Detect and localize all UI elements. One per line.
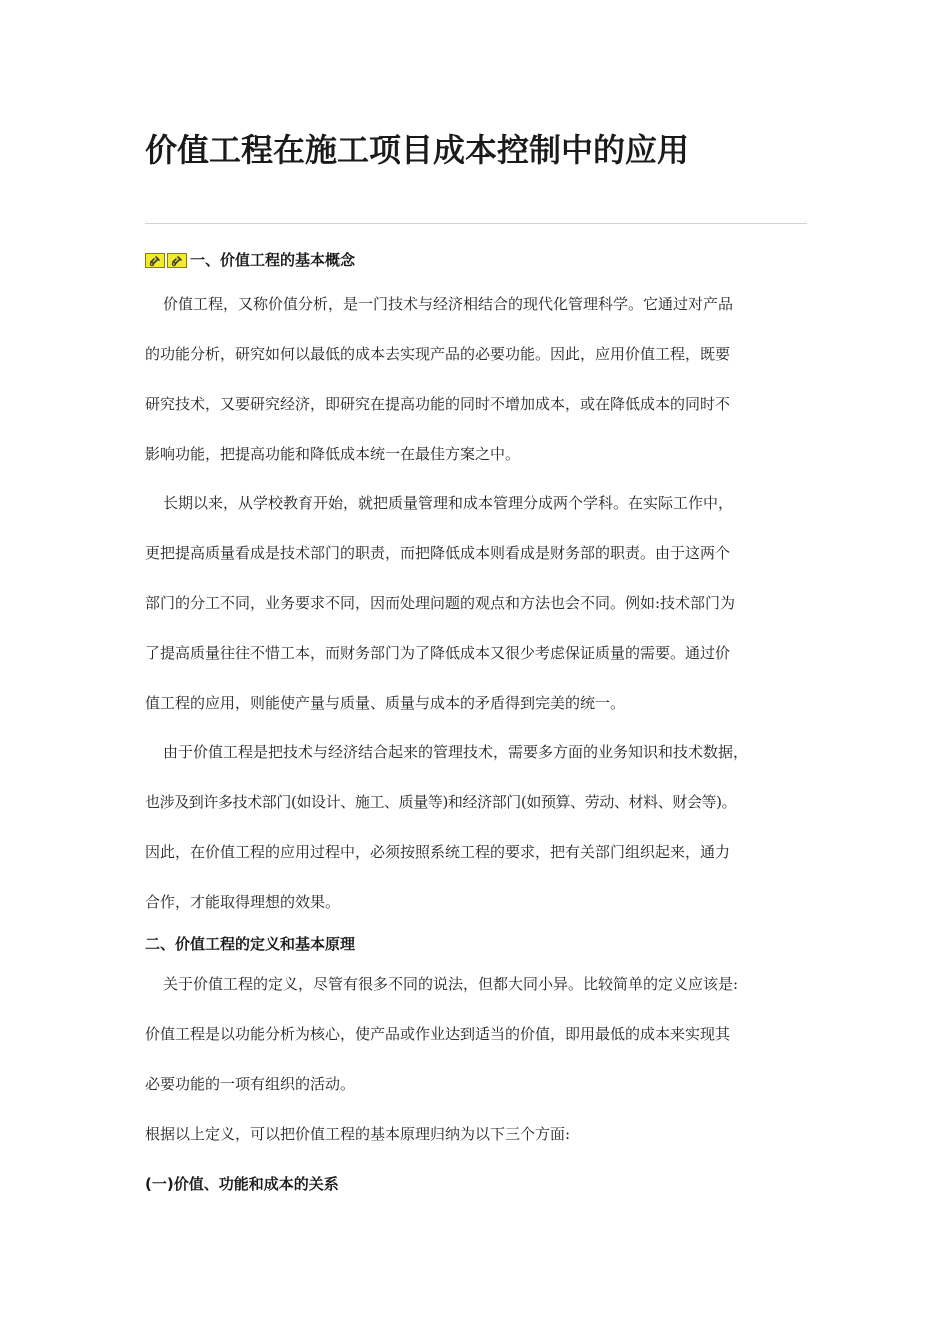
- paragraph-line: 部门的分工不同，业务要求不同，因而处理问题的观点和方法也会不同。例如:技术部门为: [145, 594, 736, 612]
- paragraph-line: 也涉及到许多技术部门(如设计、施工、质量等)和经济部门(如预算、劳动、材料、财会等)。: [145, 793, 737, 811]
- paragraph-line: 的功能分析，研究如何以最低的成本去实现产品的必要功能。因此，应用价值工程，既要: [145, 345, 731, 363]
- paragraph-line: 价值工程，又称价值分析，是一门技术与经济相结合的现代化管理科学。它通过对产品: [163, 295, 734, 313]
- paragraph-line: 值工程的应用，则能使产量与质量、质量与成本的矛盾得到完美的统一。: [145, 694, 626, 712]
- subsection-heading: (一)价值、功能和成本的关系: [145, 1175, 339, 1193]
- paragraph-line: 更把提高质量看成是技术部门的职责，而把降低成本则看成是财务部的职责。由于这两个: [145, 544, 731, 562]
- paragraph-line: 因此，在价值工程的应用过程中，必须按照系统工程的要求，把有关部门组织起来，通力: [145, 843, 731, 861]
- paragraph-line: 长期以来，从学校教育开始，就把质量管理和成本管理分成两个学科。在实际工作中，: [163, 494, 734, 512]
- document-title: 价值工程在施工项目成本控制中的应用: [145, 131, 690, 169]
- paragraph-line: 合作，才能取得理想的效果。: [145, 893, 341, 911]
- paragraph-line: 根据以上定义，可以把价值工程的基本原理归纳为以下三个方面:: [145, 1125, 571, 1143]
- paragraph-line: 关于价值工程的定义，尽管有很多不同的说法，但都大同小异。比较简单的定义应该是:: [163, 975, 739, 993]
- section-2-heading: 二、价值工程的定义和基本原理: [145, 935, 356, 953]
- paragraph-line: 研究技术，又要研究经济，即研究在提高功能的同时不增加成本，或在降低成本的同时不: [145, 395, 731, 413]
- paragraph-line: 必要功能的一项有组织的活动。: [145, 1075, 356, 1093]
- paragraph-line: 影响功能，把提高功能和降低成本统一在最佳方案之中。: [145, 445, 521, 463]
- paragraph-line: 由于价值工程是把技术与经济结合起来的管理技术，需要多方面的业务知识和技术数据，: [163, 743, 749, 761]
- link-icon[interactable]: [167, 253, 187, 268]
- paragraph-line: 了提高质量往往不惜工本，而财务部门为了降低成本又很少考虑保证质量的需要。通过价: [145, 644, 731, 662]
- section-1-heading-text: 一、价值工程的基本概念: [190, 251, 356, 269]
- heading-icons: [145, 251, 189, 275]
- link-icon[interactable]: [145, 253, 165, 268]
- section-1-heading: [145, 248, 355, 275]
- paragraph-line: 价值工程是以功能分析为核心，使产品或作业达到适当的价值，即用最低的成本来实现其: [145, 1025, 731, 1043]
- title-divider: [145, 223, 807, 224]
